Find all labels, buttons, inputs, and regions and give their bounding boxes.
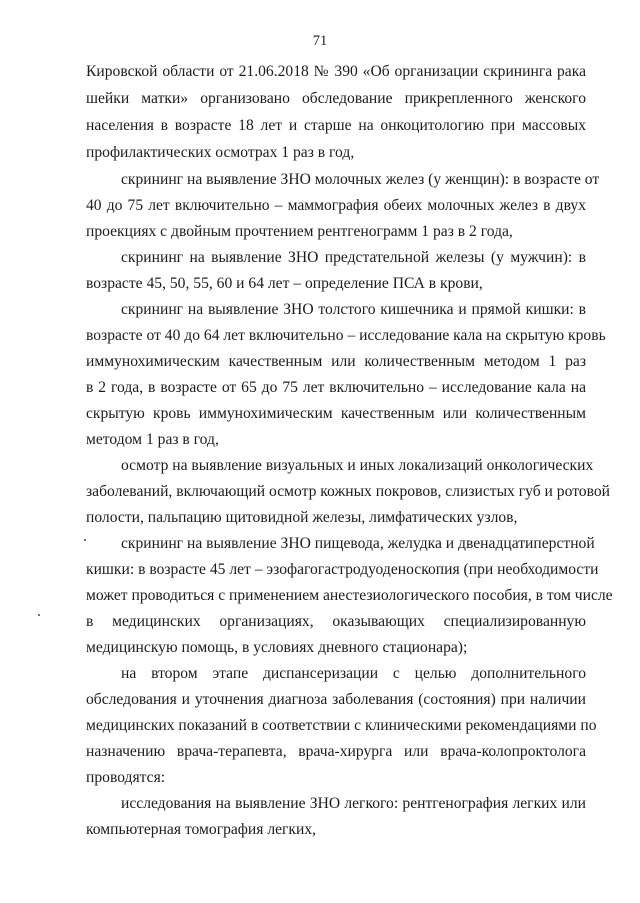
text-line: осмотр на выявление визуальных и иных локализаций онкологических bbox=[121, 457, 594, 474]
text-line: скрининг на выявление ЗНО толстого кишечника и прямой кишки: в bbox=[121, 301, 586, 318]
text-line: скрытую кровь иммунохимическим качественным или количественным bbox=[86, 405, 586, 422]
scan-speck bbox=[38, 614, 40, 616]
text-line: профилактических осмотрах 1 раз в год, bbox=[86, 144, 355, 161]
text-line: обследования и уточнения диагноза заболевания (состояния) при наличии bbox=[86, 691, 586, 708]
text-line: медицинских показаний в соответствии с клиническими рекомендациями по bbox=[86, 717, 597, 734]
text-line: проводятся: bbox=[86, 769, 166, 786]
text-line: скрининг на выявление ЗНО молочных желез (у женщин): в возрасте от bbox=[121, 171, 600, 188]
text-line: шейки матки» организовано обследование прикрепленного женского bbox=[86, 90, 586, 107]
text-line: скрининг на выявление ЗНО пищевода, желудка и двенадцатиперстной bbox=[121, 535, 595, 552]
text-line: исследования на выявление ЗНО легкого: рентгенография легких или bbox=[121, 795, 586, 812]
page-number: 71 bbox=[312, 33, 328, 49]
text-line: полости, пальпацию щитовидной железы, лимфатических узлов, bbox=[86, 509, 518, 526]
text-line: на втором этапе диспансеризации с целью дополнительного bbox=[121, 665, 586, 682]
text-line: 40 до 75 лет включительно – маммография обеих молочных желез в двух bbox=[86, 197, 586, 214]
text-line: возрасте от 40 до 64 лет включительно – исследование кала на скрытую кровь bbox=[86, 327, 606, 344]
text-line: населения в возрасте 18 лет и старше на онкоцитологию при массовых bbox=[86, 117, 586, 134]
text-line: Кировской области от 21.06.2018 № 390 «Об организации скрининга рака bbox=[86, 63, 586, 80]
text-line: медицинскую помощь, в условиях дневного стационара); bbox=[86, 639, 468, 656]
scan-speck bbox=[84, 539, 86, 541]
text-line: кишки: в возрасте 45 лет – эзофагогастродуоденоскопия (при необходимости bbox=[86, 561, 599, 578]
text-line: проекциях с двойным прочтением рентгенограмм 1 раз в 2 года, bbox=[86, 223, 513, 240]
text-line: скрининг на выявление ЗНО предстательной железы (у мужчин): в bbox=[121, 249, 586, 266]
text-line: заболеваний, включающий осмотр кожных покровов, слизистых губ и ротовой bbox=[86, 483, 610, 500]
text-line: может проводиться с применением анестезиологического пособия, в том числе bbox=[86, 587, 613, 604]
text-line: компьютерная томография легких, bbox=[86, 821, 317, 838]
text-line: методом 1 раз в год, bbox=[86, 431, 219, 448]
text-line: в медицинских организациях, оказывающих специализированную bbox=[86, 613, 586, 630]
text-line: в 2 года, в возрасте от 65 до 75 лет включительно – исследование кала на bbox=[86, 379, 586, 396]
text-line: иммунохимическим качественным или количественным методом 1 раз bbox=[86, 353, 586, 370]
text-line: возрасте 45, 50, 55, 60 и 64 лет – определение ПСА в крови, bbox=[86, 275, 483, 292]
text-line: назначению врача-терапевта, врача-хирурга или врача-колопроктолога bbox=[86, 743, 586, 760]
